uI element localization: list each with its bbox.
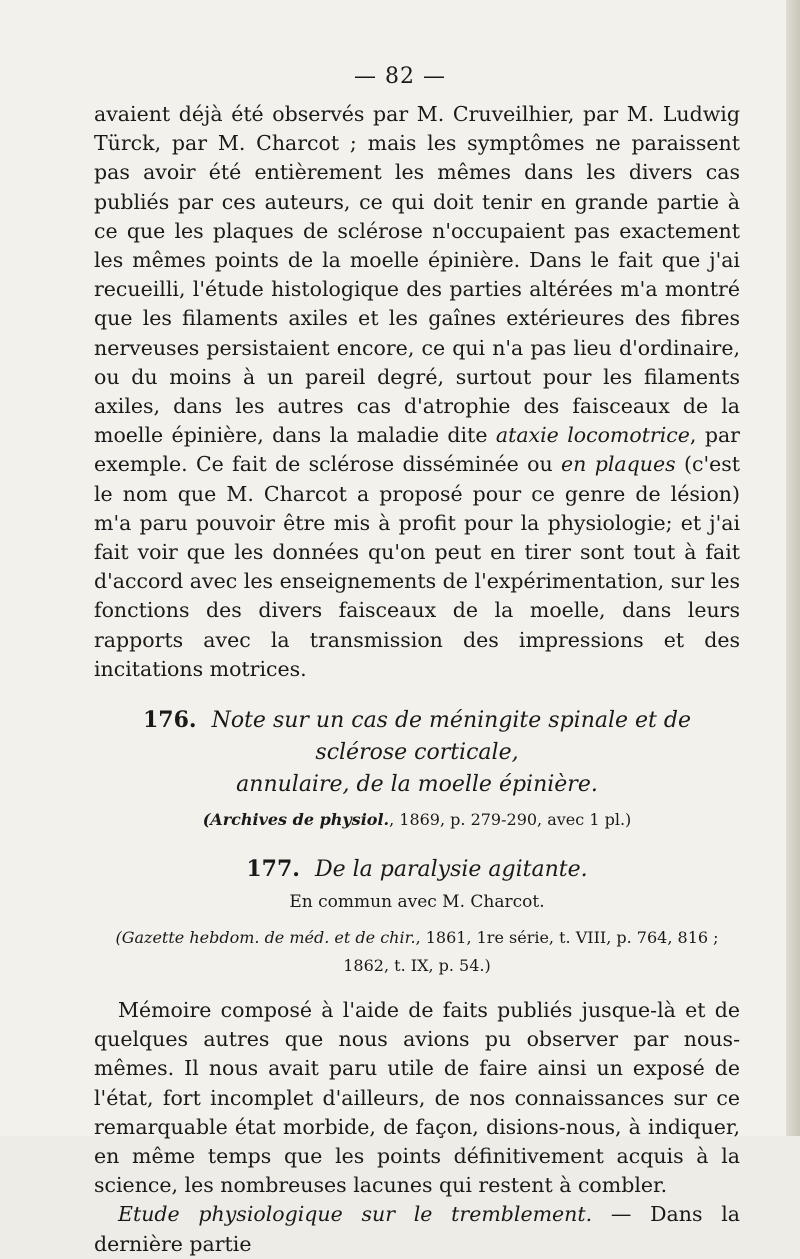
entry-title-text: De la paralysie agitante. — [314, 857, 588, 883]
italic-term-en-plaques: en plaques — [561, 452, 676, 477]
entry-176-title — [94, 704, 740, 801]
entry-title-line2: annulaire, de la moelle épinière. — [236, 772, 598, 798]
entry-number: 176. — [143, 707, 197, 734]
italic-heading-etude: Etude physiologique sur le tremblement. — [118, 1202, 593, 1227]
paragraph-text: (c'est le nom que M. Charcot a proposé pour ce genre de lésion) m'a paru pouvoir être mis à profit pour la physiologie; et j'ai fait voir que les données qu'on peut en tirer sont tout à fait d'accord avec les enseignements de l'expérimentation, sur les fonctions des divers faisceaux de la moelle, dans leurs rapports avec la transmission des impressions et des incitations motrices. — [94, 452, 740, 681]
reference-journal: (Gazette hebdom. de méd. et de chir. — [115, 928, 416, 948]
page-body — [94, 100, 740, 1259]
entry-177-title — [94, 853, 740, 886]
paragraph-etude — [94, 1200, 740, 1258]
reference-details: , 1861, 1re série, t. VIII, p. 764, 816 ; — [415, 928, 719, 948]
page-number: — 82 — — [354, 64, 446, 89]
entry-number: 177. — [246, 856, 300, 883]
paragraph-text: , par exemple. Ce fait de sclérose disséminée ou — [94, 423, 740, 477]
entry-177-coauthor: En commun avec M. Charcot. — [289, 892, 545, 913]
entry-176-reference — [94, 807, 740, 833]
paragraph-text: — Dans la dernière partie — [94, 1202, 740, 1256]
paragraph-continuation — [94, 100, 740, 684]
reference-details-line2: 1862, t. IX, p. 54.) — [343, 956, 491, 976]
reference-details: , 1869, p. 279-290, avec 1 pl.) — [389, 810, 632, 830]
entry-title-line1: Note sur un cas de méningite spinale et de sclérose corticale, — [211, 708, 691, 766]
paragraph-text: avaient déjà été observés par M. Cruveilhier, par M. Ludwig Türck, par M. Charcot ; mais les symptômes ne paraissent pas avoir été entièrement les mêmes dans les divers cas publiés par ces auteurs, ce qui doit tenir en grande partie à ce que les plaques de sclérose n'occupaient pas exactement les mêmes points de la moelle épinière. Dans le fait que j'ai recueilli, l'étude histologique des parties altérées m'a montré que les filaments axiles et les gaînes extérieures des fibres nerveuses persistaient encore, ce qui n'a pas lieu d'ordinaire, ou du moins à un pareil degré, surtout pour les filaments axiles, dans les autres cas d'atrophie des faisceaux de la moelle épinière, dans la maladie dite — [94, 102, 740, 448]
paragraph-memoire: Mémoire composé à l'aide de faits publiés jusque-là et de quelques autres que nous avions pu observer par nous-mêmes. Il nous avait paru utile de faire ainsi un exposé de l'état, fort incomplet d'ailleurs, de nos connaissances sur ce remarquable état morbide, de façon, disions-nous, à indiquer, en même temps que les points définitivement acquis à la science, les nombreuses lacunes qui restent à combler. — [94, 998, 740, 1198]
page-edge-shadow — [786, 0, 800, 1136]
italic-term-ataxie: ataxie locomotrice — [495, 423, 690, 448]
entry-177-reference — [94, 924, 740, 980]
reference-journal: (Archives de physiol. — [202, 810, 390, 830]
